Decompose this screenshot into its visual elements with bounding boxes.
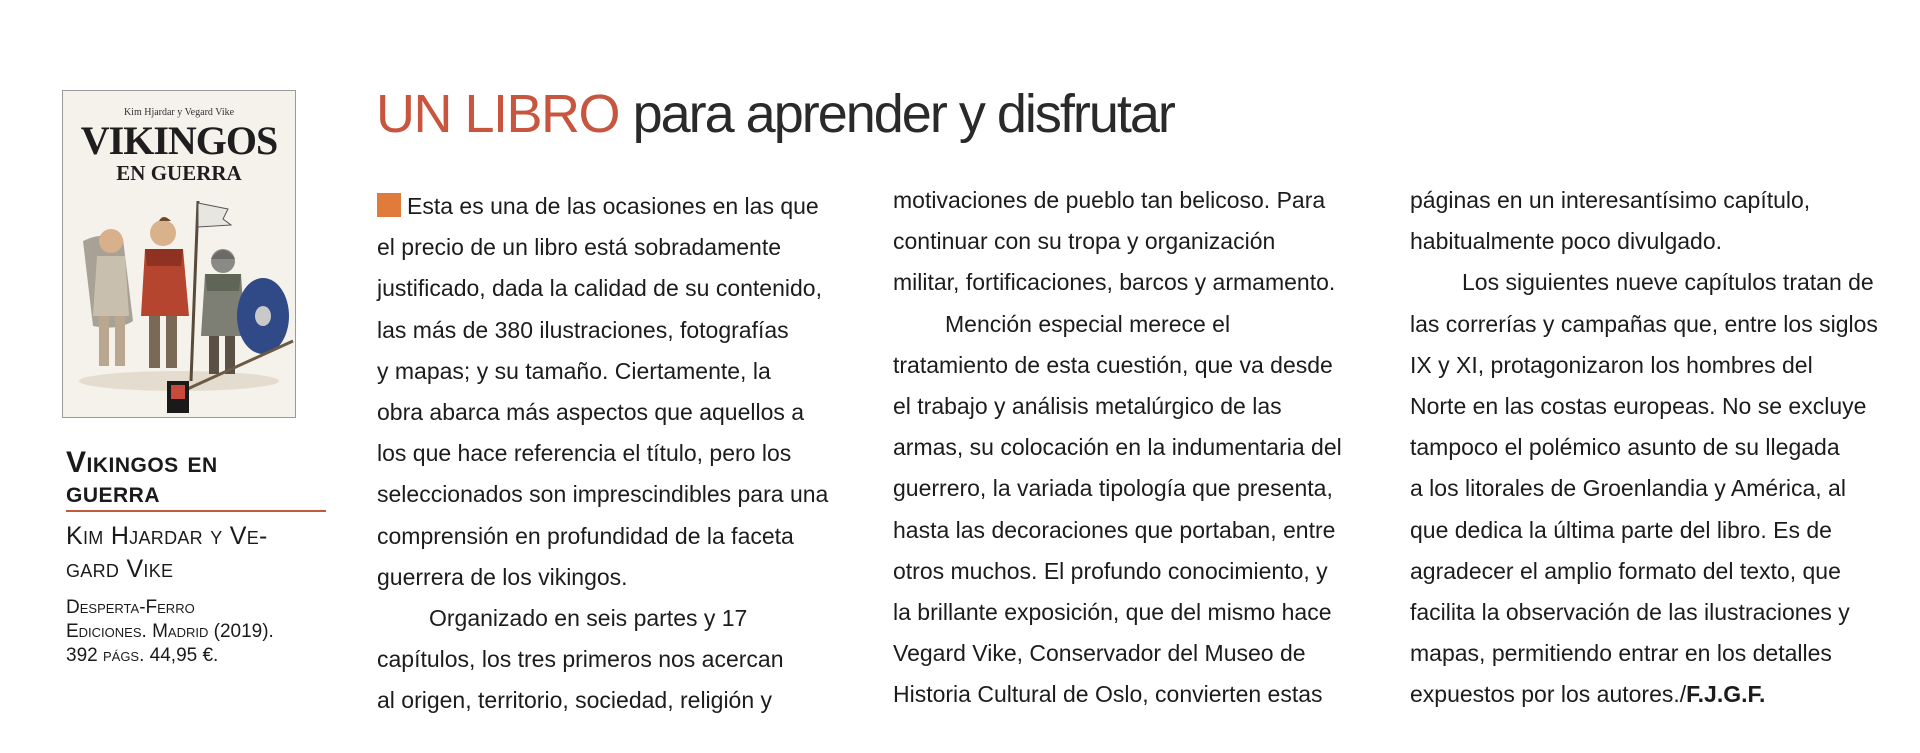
book-authors-line-1: Kim Hjardar y Ve-: [66, 522, 268, 550]
cover-author-line: Kim Hjardar y Vegard Vike: [123, 107, 235, 118]
cover-subtitle: EN GUERRA: [116, 161, 242, 185]
text-line: páginas en un interesantísimo capítulo,: [1410, 187, 1811, 213]
article-column-1: [377, 186, 828, 722]
text-line: capítulos, los tres primeros nos acercan: [377, 646, 784, 673]
text-line: los que hace referencia el título, pero los: [377, 440, 792, 467]
text-line: guerrero, la variada tipología que presenta,: [893, 475, 1333, 502]
text-line: motivaciones de pueblo tan belicoso. Para: [893, 187, 1326, 213]
text-line: comprensión en profundidad de la faceta: [377, 522, 794, 549]
text-line: habitualmente poco divulgado.: [1410, 228, 1723, 255]
text-line: al origen, territorio, sociedad, religión y: [377, 687, 773, 714]
pub-line-1: Desperta-Ferro: [66, 597, 195, 618]
article-column-2: [893, 180, 1342, 716]
text-line: la brillante exposición, que del mismo hace: [893, 599, 1332, 626]
text-line: Norte en las costas europeas. No se excluye: [1410, 393, 1867, 420]
section-heading: [376, 82, 1174, 146]
text-line: Vegard Vike, Conservador del Museo de: [893, 640, 1306, 667]
heading-rest: para aprender y disfrutar: [632, 84, 1174, 144]
text-line: tratamiento de esta cuestión, que va desde: [893, 351, 1333, 378]
square-bullet-icon: [377, 193, 401, 217]
text-line: facilita la observación de las ilustraciones y: [1410, 599, 1850, 626]
text-line: las correrías y campañas que, entre los siglos: [1410, 310, 1878, 337]
text-line-content: Esta es una de las ocasiones en las que: [407, 193, 819, 219]
text-line: Los siguientes nueve capítulos tratan de: [1462, 269, 1874, 296]
heading-accent: UN LIBRO: [376, 84, 620, 144]
text-line: tampoco el polémico asunto de su llegada: [1410, 434, 1840, 461]
cover-title: VIKINGOS: [80, 118, 278, 163]
title-divider: [66, 510, 326, 512]
text-line: IX y XI, protagonizaron los hombres del: [1410, 351, 1813, 378]
article-column-3: [1410, 180, 1878, 716]
text-line: [1410, 674, 1878, 715]
text-line: [377, 186, 828, 227]
text-line: hasta las decoraciones que portaban, entre: [893, 516, 1336, 543]
text-line: continuar con su tropa y organización: [893, 228, 1276, 255]
text-line: Mención especial merece el: [945, 310, 1231, 337]
text-line: obra abarca más aspectos que aquellos a: [377, 399, 805, 426]
text-line: el trabajo y análisis metalúrgico de las: [893, 393, 1282, 420]
text-line: el precio de un libro está sobradamente: [377, 234, 782, 261]
text-line: justificado, dada la calidad de su contenido,: [377, 275, 822, 302]
text-line: armas, su colocación en la indumentaria del: [893, 434, 1342, 461]
text-line-content: expuestos por los autores./: [1410, 681, 1687, 708]
text-line: militar, fortificaciones, barcos y armamento.: [893, 269, 1336, 296]
book-authors: [66, 520, 306, 586]
book-publication-info: [66, 596, 336, 668]
text-line: mapas, permitiendo entrar en los detalles: [1410, 640, 1832, 667]
pub-line-3: 392 págs. 44,95 €.: [66, 645, 219, 666]
book-title-line-2: guerra: [66, 476, 161, 509]
text-line: las más de 380 ilustraciones, fotografías: [377, 316, 789, 343]
book-title: [66, 448, 326, 508]
author-signature: F.J.G.F.: [1686, 681, 1766, 708]
text-line: Organizado en seis partes y 17: [429, 605, 748, 632]
book-cover: [62, 90, 296, 418]
book-authors-line-2: gard Vike: [66, 555, 174, 583]
text-line: guerrera de los vikingos.: [377, 563, 628, 590]
text-line: y mapas; y su tamaño. Ciertamente, la: [377, 357, 771, 384]
book-title-line-1: Vikingos en: [66, 446, 218, 479]
text-line: agradecer el amplio formato del texto, que: [1410, 557, 1841, 584]
text-line: que dedica la última parte del libro. Es de: [1410, 516, 1832, 543]
text-line: Historia Cultural de Oslo, convierten estas: [893, 681, 1323, 708]
text-line: otros muchos. El profundo conocimiento, y: [893, 557, 1328, 584]
text-line: a los litorales de Groenlandia y América, al: [1410, 475, 1846, 502]
pub-line-2: Ediciones. Madrid (2019).: [66, 621, 274, 642]
text-line: seleccionados son imprescindibles para una: [377, 481, 829, 508]
